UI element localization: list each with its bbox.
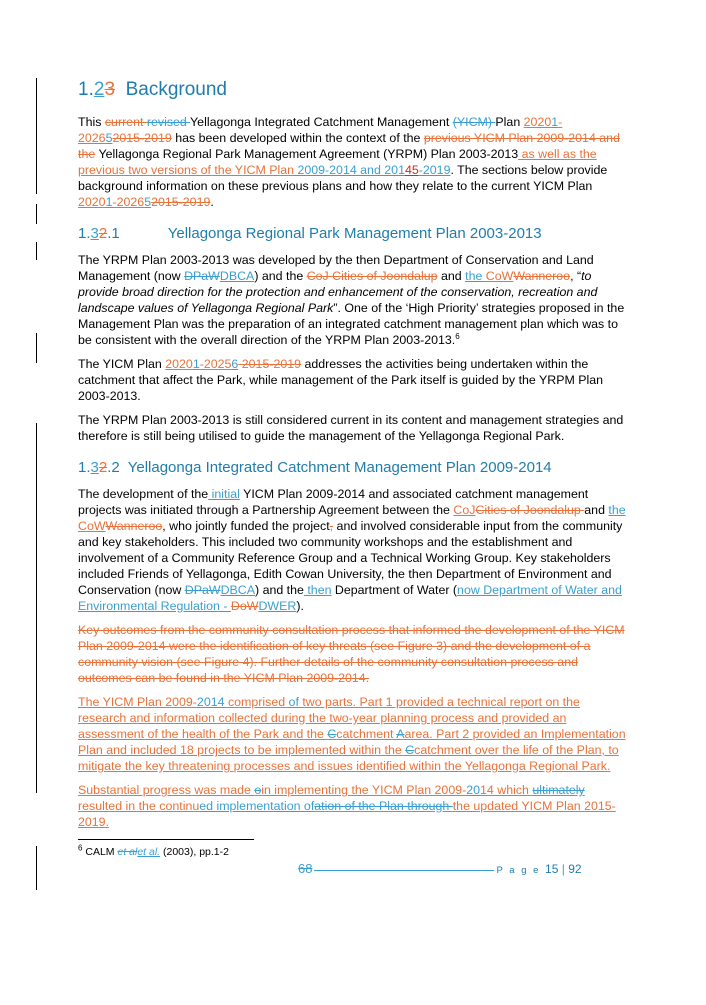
- paragraph-yicm: The YICM Plan 20201-20256 2015-2019 addresses the activities being undertaken within the catchment that affect the Park, while management of the Park itself is guided by the YRPM Plan 2003-2013.: [78, 357, 604, 403]
- paragraph-yrpm: The YRPM Plan 2003-2013 was developed by the then Department of Conservation and Land Management (now DPaWDBCA) and the CoJ Cities of Joondalup and the CoWWanneroo, “to provide broad direction for the protection and enhancement of the conservation, recreation and landscape values of Yellagonga Regional Park”. One of the ‘High Priority’ strategies proposed in the Management Plan was the preparation of an integrated catchment management plan which was to be consistent with the overall direction of the YRPM Plan 2003-2013.$^6$: [78, 253, 625, 347]
- paragraph-current: The YRPM Plan 2003-2013 is still considered current in its content and management strategies and therefore is still being utilised to guide the management of the Yellagonga Regional Park.: [78, 413, 624, 443]
- paragraph-key-outcomes: Key outcomes from the community consultation process that informed the development of the YICM Plan 2009-2014 were the identification of key threats (see Figure 3) and the development of a community vision (see Figure 4). Further details of the community consultation process and outcomes can be found in the YICM Plan 2009-2014.: [78, 623, 625, 685]
- page-number: 68 P a g e 15 | 92: [298, 861, 582, 876]
- paragraph-progress: Substantial progress was made oin implementing the YICM Plan 2009-2014 which ultimately resulted in the continued implementation ofation of the Plan through the updated YICM Plan 2015-2019.: [78, 783, 616, 829]
- paragraph-two-parts: The YICM Plan 2009-2014 comprised of two parts. Part 1 provided a technical report on the research and information collected during the two-year planning process and provided an assessment of the health of the Park and the Ccatchment Aarea. Part 2 provided an Implementation Plan and included 18 projects to be implemented within the Ccatchment over the life of the Plan, to mitigate the key threatening processes and issues identified within the Yellagonga Regional Park.: [78, 695, 626, 773]
- subsection-heading-2: 1.32.2 Yellagonga Integrated Catchment Management Plan 2009-2014: [78, 459, 552, 476]
- change-bar: [36, 204, 37, 224]
- change-bar: [36, 423, 37, 793]
- paragraph-intro: This current revised Yellagonga Integrated Catchment Management (YICM) Plan 20201-202652015-2019 has been developed within the context of the previous YICM Plan 2009-2014 and the Yellagonga Regional Park Management Agreement (YRPM) Plan 2003-2013 as well as the previous two versions of the YICM Plan 2009-2014 and 20145-2019. The sections below provide background information on these previous plans and how they relate to the current YICM Plan 20201-202652015-2019.: [78, 115, 620, 209]
- footnote: $^6$ CALM et alet al. (2003), pp.1-2: [78, 843, 229, 858]
- change-bar: [36, 78, 37, 194]
- change-bar: [36, 242, 37, 260]
- footnote-separator: [78, 839, 254, 840]
- change-bar: [36, 846, 37, 890]
- paragraph-development: The development of the initial YICM Plan 2009-2014 and associated catchment management projects was initiated through a Partnership Agreement between the CoJCities of Joondalup and the CoWWanneroo, who jointly funded the project, and involved considerable input from the community and key stakeholders. This included two community workshops and the establishment and involvement of a Community Reference Group and a Technical Working Group. Key stakeholders included Friends of Yellagonga, Edith Cowan University, the then Department of Environment and Conservation (now DPaWDBCA) and the then Department of Water (now Department of Water and Environmental Regulation - DoWDWER).: [78, 487, 626, 613]
- document-page: [78, 72, 628, 838]
- change-bar: [36, 333, 37, 363]
- section-heading: 1.23 Background: [78, 79, 227, 100]
- subsection-heading-1: 1.32.1 Yellagonga Regional Park Management Plan 2003-2013: [78, 225, 542, 242]
